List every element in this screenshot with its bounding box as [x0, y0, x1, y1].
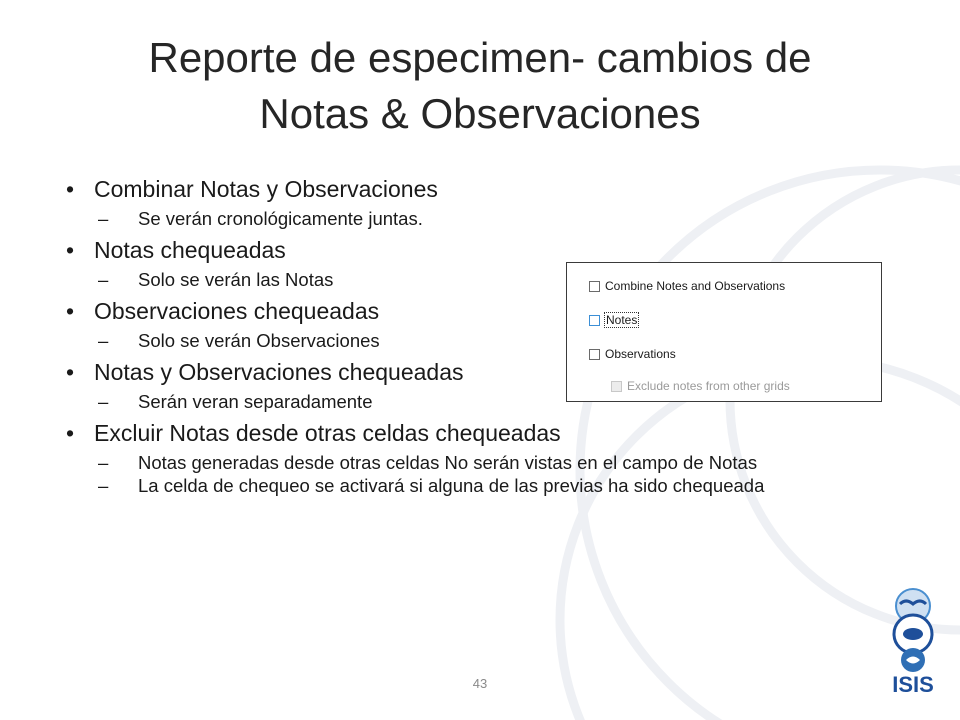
observations-option[interactable]: [589, 344, 676, 364]
bullet-text: Notas y Observaciones chequeadas: [94, 359, 464, 385]
bullet-dot-icon: •: [65, 237, 75, 263]
logo-eye-icon: [903, 628, 923, 640]
page-title: [60, 30, 900, 142]
bullet-text: Observaciones chequeadas: [94, 298, 380, 324]
notes-options-panel: [566, 262, 882, 402]
combine-notes-label[interactable]: Combine Notes and Observations: [605, 279, 786, 293]
combine-notes-checkbox[interactable]: [589, 281, 600, 292]
exclude-notes-checkbox: [611, 381, 622, 392]
bullet-dot-icon: •: [65, 359, 75, 385]
sub-bullet-item: [94, 452, 900, 473]
notes-checkbox[interactable]: [589, 315, 600, 326]
sub-bullet-text: Solo se verán las Notas: [138, 269, 334, 290]
bullet-text: Combinar Notas y Observaciones: [94, 176, 438, 202]
sub-bullet-text: Se verán cronológicamente juntas.: [138, 208, 423, 229]
dash-icon: –: [98, 391, 109, 412]
title-line-2: Notas & Observaciones: [259, 90, 701, 137]
title-line-1: Reporte de especimen- cambios de: [148, 34, 812, 81]
sub-bullet-text: Serán veran separadamente: [138, 391, 373, 412]
notes-option[interactable]: [589, 310, 638, 330]
dash-icon: –: [98, 330, 109, 351]
page-number: 43: [472, 676, 488, 691]
combine-notes-option[interactable]: [589, 276, 785, 296]
dash-icon: –: [98, 208, 109, 229]
bullet-dot-icon: •: [65, 420, 75, 446]
logo-text: ISIS: [892, 672, 934, 697]
dash-icon: –: [98, 475, 109, 496]
sub-bullet-text: La celda de chequeo se activará si alguna de las previas ha sido chequeada: [138, 475, 765, 496]
exclude-notes-option: [611, 376, 790, 396]
notes-label[interactable]: Notes: [606, 313, 638, 327]
bullet-text: Notas chequeadas: [94, 237, 286, 263]
sub-bullet-item: [94, 208, 900, 229]
sub-bullet-text: Notas generadas desde otras celdas No serán vistas en el campo de Notas: [138, 452, 758, 473]
bullet-text: Excluir Notas desde otras celdas chequeadas: [94, 420, 561, 446]
dash-icon: –: [98, 452, 109, 473]
observations-checkbox[interactable]: [589, 349, 600, 360]
bullet-dot-icon: •: [65, 298, 75, 324]
sub-bullet-text: Solo se verán Observaciones: [138, 330, 380, 351]
isis-logo: [878, 588, 948, 698]
bullet-item: [60, 174, 900, 229]
exclude-notes-label: Exclude notes from other grids: [627, 379, 790, 393]
observations-label[interactable]: Observations: [605, 347, 676, 361]
bullet-item: [60, 418, 900, 496]
dash-icon: –: [98, 269, 109, 290]
bullet-dot-icon: •: [65, 176, 75, 202]
sub-bullet-item: [94, 475, 900, 496]
